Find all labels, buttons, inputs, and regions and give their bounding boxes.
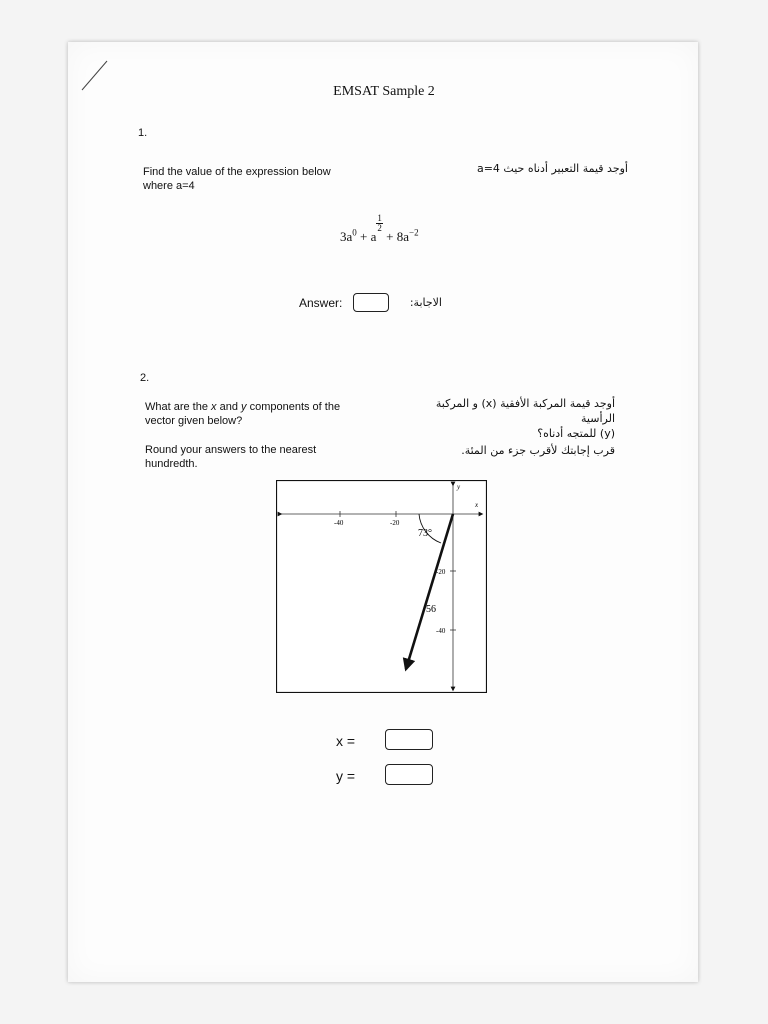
question-2-rounding-line2: hundredth.	[145, 458, 198, 470]
x-tick-label: -40	[334, 519, 344, 527]
answer-input-box[interactable]	[353, 293, 389, 312]
vector-figure	[276, 480, 487, 693]
y-tick-label: -40	[436, 627, 446, 635]
y-component-input[interactable]	[385, 764, 433, 785]
expression-term-3: 8a	[396, 229, 410, 244]
expression-exponent-3: −2	[409, 227, 419, 238]
question-2-rounding	[145, 443, 316, 471]
prompt-text: and	[216, 401, 242, 413]
magnitude-label: 56	[426, 604, 436, 615]
question-1-prompt	[143, 165, 331, 193]
question-1-prompt-arabic: أوجد قيمة التعبير أدناه حيث a=4	[476, 162, 628, 175]
question-2-number: 2.	[140, 372, 150, 384]
figure-frame	[277, 481, 487, 693]
y-tick-label: -20	[436, 568, 446, 576]
expression-term-2: a	[370, 229, 377, 244]
question-2-prompt	[145, 400, 340, 428]
angle-label: 73°	[418, 528, 432, 539]
question-2-prompt-line2: vector given below?	[145, 415, 243, 427]
expression-fraction-exponent	[376, 214, 383, 233]
x-component-input[interactable]	[385, 729, 433, 750]
prompt-text: What are the	[145, 401, 212, 413]
prompt-italic-y: y	[241, 401, 247, 413]
expression-exponent-1: 0	[352, 227, 357, 238]
question-2-prompt-arabic	[405, 396, 615, 441]
question-1-number: 1.	[138, 127, 148, 139]
answer-label-arabic: الاجابة:	[409, 296, 442, 309]
question-2-rounding-arabic: قرب إجابتك لأقرب جزء من المئة.	[461, 444, 615, 457]
y-component-label: y =	[336, 768, 356, 784]
prompt-text: components of the	[246, 401, 341, 413]
y-axis-label: y	[457, 483, 461, 491]
question-2-prompt-line1	[145, 400, 340, 414]
x-component-label: x =	[336, 733, 356, 749]
document-title: EMSAT Sample 2	[333, 84, 435, 99]
x-axis-label: x	[475, 501, 479, 509]
answer-label: Answer:	[299, 296, 343, 310]
expression-plus-1: +	[360, 229, 368, 244]
fraction-denominator: 2	[377, 223, 382, 233]
x-tick-label: -20	[390, 519, 400, 527]
expression-plus-2: +	[386, 229, 394, 244]
question-2-prompt-arabic-line1: أوجد قيمة المركبة الأفقية (x) و المركبة الرأسية	[435, 397, 615, 425]
question-2-rounding-line1: Round your answers to the nearest	[145, 444, 317, 456]
question-2-prompt-arabic-line2: (y) للمتجه أدناه؟	[537, 427, 615, 440]
question-1-prompt-line1: Find the value of the expression below	[143, 166, 331, 178]
question-1-expression	[340, 214, 419, 245]
question-1-prompt-line2: where a=4	[143, 180, 195, 192]
expression-term-1: 3a	[340, 229, 353, 244]
fraction-numerator: 1	[377, 213, 382, 223]
prompt-italic-x: x	[211, 401, 217, 413]
